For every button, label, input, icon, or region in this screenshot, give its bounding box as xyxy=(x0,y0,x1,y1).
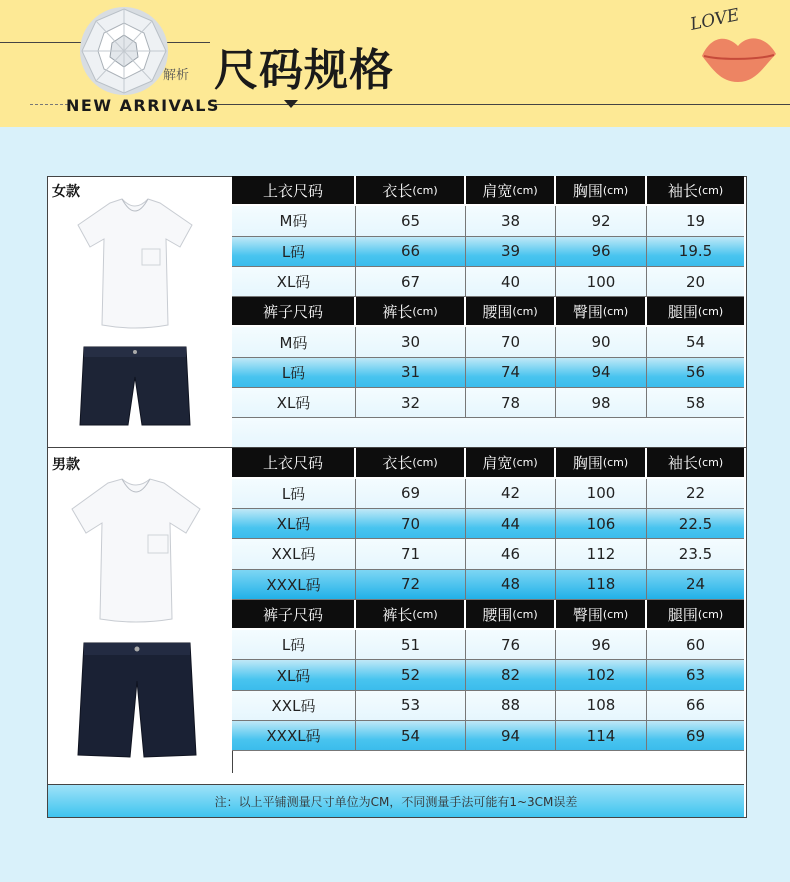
value-cell: 63 xyxy=(685,666,706,685)
size-cell: XL码 xyxy=(232,267,356,296)
value-cell: 90 xyxy=(556,327,647,356)
size-cell: XXXL码 xyxy=(232,570,356,599)
header-cell: 臀围 (cm) xyxy=(556,600,647,628)
value-cell: 114 xyxy=(556,721,647,750)
table-row xyxy=(232,509,744,539)
size-cell: M码 xyxy=(232,327,356,356)
table-row xyxy=(232,358,744,388)
table-row xyxy=(232,570,744,600)
header-cell: 肩宽 (cm) xyxy=(466,176,556,204)
value-cell: 112 xyxy=(556,539,647,568)
header-cell: 裤子尺码 xyxy=(232,297,356,325)
table-row xyxy=(232,237,744,267)
value-cell: 70 xyxy=(466,327,556,356)
header-cell: 裤子尺码 xyxy=(232,600,356,628)
table-row xyxy=(232,206,744,236)
table-row xyxy=(232,660,744,690)
table-row xyxy=(232,267,744,297)
header-cell: 肩宽 (cm) xyxy=(466,448,556,476)
value-cell: 102 xyxy=(556,660,647,689)
measurement-note: 注：以上平铺测量尺寸单位为CM，不同测量手法可能有1~3CM误差 xyxy=(48,784,744,817)
value-cell: 19.5 xyxy=(678,242,713,261)
value-cell: 24 xyxy=(685,575,706,594)
size-cell: L码 xyxy=(232,358,356,387)
table-row xyxy=(232,327,744,357)
value-cell: 98 xyxy=(556,388,647,417)
value-cell: 46 xyxy=(466,539,556,568)
value-cell: 66 xyxy=(685,696,706,715)
value-cell: 65 xyxy=(356,206,466,235)
size-cell: L码 xyxy=(232,479,356,508)
header-cell: 袖长 (cm) xyxy=(667,181,724,200)
header-cell: 胸围 (cm) xyxy=(556,176,647,204)
women-tshirt-image xyxy=(70,195,200,331)
header-cell: 裤长 (cm) xyxy=(356,297,466,325)
table-row xyxy=(232,479,744,509)
value-cell: 69 xyxy=(685,726,706,745)
value-cell: 20 xyxy=(685,272,706,291)
value-cell: 30 xyxy=(356,327,466,356)
value-cell: 76 xyxy=(466,630,556,659)
men-shorts-image xyxy=(74,639,200,763)
value-cell: 71 xyxy=(356,539,466,568)
diamond-icon xyxy=(78,5,170,97)
size-cell: XL码 xyxy=(232,660,356,689)
header-cell: 胸围 (cm) xyxy=(556,448,647,476)
header-rule-left xyxy=(0,42,90,43)
value-cell: 69 xyxy=(356,479,466,508)
size-tables xyxy=(232,176,744,751)
value-cell: 94 xyxy=(556,358,647,387)
lips-icon xyxy=(698,26,780,92)
value-cell: 88 xyxy=(466,691,556,720)
value-cell: 39 xyxy=(466,237,556,266)
value-cell: 106 xyxy=(556,509,647,538)
value-cell: 92 xyxy=(556,206,647,235)
page-title: 尺码规格 xyxy=(214,45,394,96)
value-cell: 48 xyxy=(466,570,556,599)
header-cell: 腿围 (cm) xyxy=(667,302,724,321)
header-cell: 上衣尺码 xyxy=(232,448,356,476)
value-cell: 70 xyxy=(356,509,466,538)
value-cell: 100 xyxy=(556,479,647,508)
value-cell: 100 xyxy=(556,267,647,296)
value-cell: 53 xyxy=(356,691,466,720)
value-cell: 60 xyxy=(685,635,706,654)
value-cell: 32 xyxy=(356,388,466,417)
value-cell: 23.5 xyxy=(678,544,713,563)
size-cell: L码 xyxy=(232,630,356,659)
table-row xyxy=(232,721,744,751)
table-header-row xyxy=(232,176,744,206)
size-cell: XXL码 xyxy=(232,539,356,568)
value-cell: 31 xyxy=(356,358,466,387)
table-row xyxy=(232,630,744,660)
table-row xyxy=(232,539,744,569)
value-cell: 51 xyxy=(356,630,466,659)
women-shorts-image xyxy=(76,343,194,431)
value-cell: 108 xyxy=(556,691,647,720)
table-header-row xyxy=(232,297,744,327)
value-cell: 67 xyxy=(356,267,466,296)
value-cell: 66 xyxy=(356,237,466,266)
men-section-label: 男款 xyxy=(52,457,80,473)
men-tshirt-image xyxy=(66,475,206,625)
value-cell: 54 xyxy=(685,333,706,352)
size-cell: XXXL码 xyxy=(232,721,356,750)
triangle-marker-icon xyxy=(284,100,298,108)
size-cell: XL码 xyxy=(232,509,356,538)
value-cell: 94 xyxy=(466,721,556,750)
table-header-row xyxy=(232,600,744,630)
table-header-row xyxy=(232,448,744,478)
value-cell: 54 xyxy=(356,721,466,750)
header-cell: 衣长 (cm) xyxy=(356,176,466,204)
value-cell: 72 xyxy=(356,570,466,599)
header-cell: 裤长 (cm) xyxy=(356,600,466,628)
love-text: LOVE xyxy=(688,5,742,35)
value-cell: 52 xyxy=(356,660,466,689)
value-cell: 19 xyxy=(685,211,706,230)
table-row xyxy=(232,388,744,418)
value-cell: 96 xyxy=(556,630,647,659)
table-spacer-row xyxy=(232,418,744,448)
table-row xyxy=(232,691,744,721)
header-banner xyxy=(0,0,790,127)
value-cell: 56 xyxy=(685,363,706,382)
new-arrivals-label: NEW ARRIVALS xyxy=(66,96,220,115)
women-section-label: 女款 xyxy=(52,184,80,200)
value-cell: 42 xyxy=(466,479,556,508)
header-rule-right xyxy=(215,104,790,105)
header-cell: 臀围 (cm) xyxy=(556,297,647,325)
size-cell: L码 xyxy=(232,237,356,266)
header-cell: 腰围 (cm) xyxy=(466,297,556,325)
value-cell: 74 xyxy=(466,358,556,387)
value-cell: 96 xyxy=(556,237,647,266)
header-cell: 腿围 (cm) xyxy=(667,605,724,624)
size-cell: XXL码 xyxy=(232,691,356,720)
value-cell: 118 xyxy=(556,570,647,599)
value-cell: 22.5 xyxy=(678,514,713,533)
size-cell: M码 xyxy=(232,206,356,235)
header-cell: 袖长 (cm) xyxy=(667,454,724,473)
size-cell: XL码 xyxy=(232,388,356,417)
value-cell: 78 xyxy=(466,388,556,417)
header-cell: 上衣尺码 xyxy=(232,176,356,204)
value-cell: 40 xyxy=(466,267,556,296)
value-cell: 82 xyxy=(466,660,556,689)
header-rule-dashed xyxy=(30,104,68,105)
value-cell: 38 xyxy=(466,206,556,235)
header-cell: 腰围 (cm) xyxy=(466,600,556,628)
value-cell: 58 xyxy=(685,393,706,412)
header-cell: 衣长 (cm) xyxy=(356,448,466,476)
header-sub-label: 解析 xyxy=(163,68,190,83)
value-cell: 44 xyxy=(466,509,556,538)
value-cell: 22 xyxy=(685,484,706,503)
